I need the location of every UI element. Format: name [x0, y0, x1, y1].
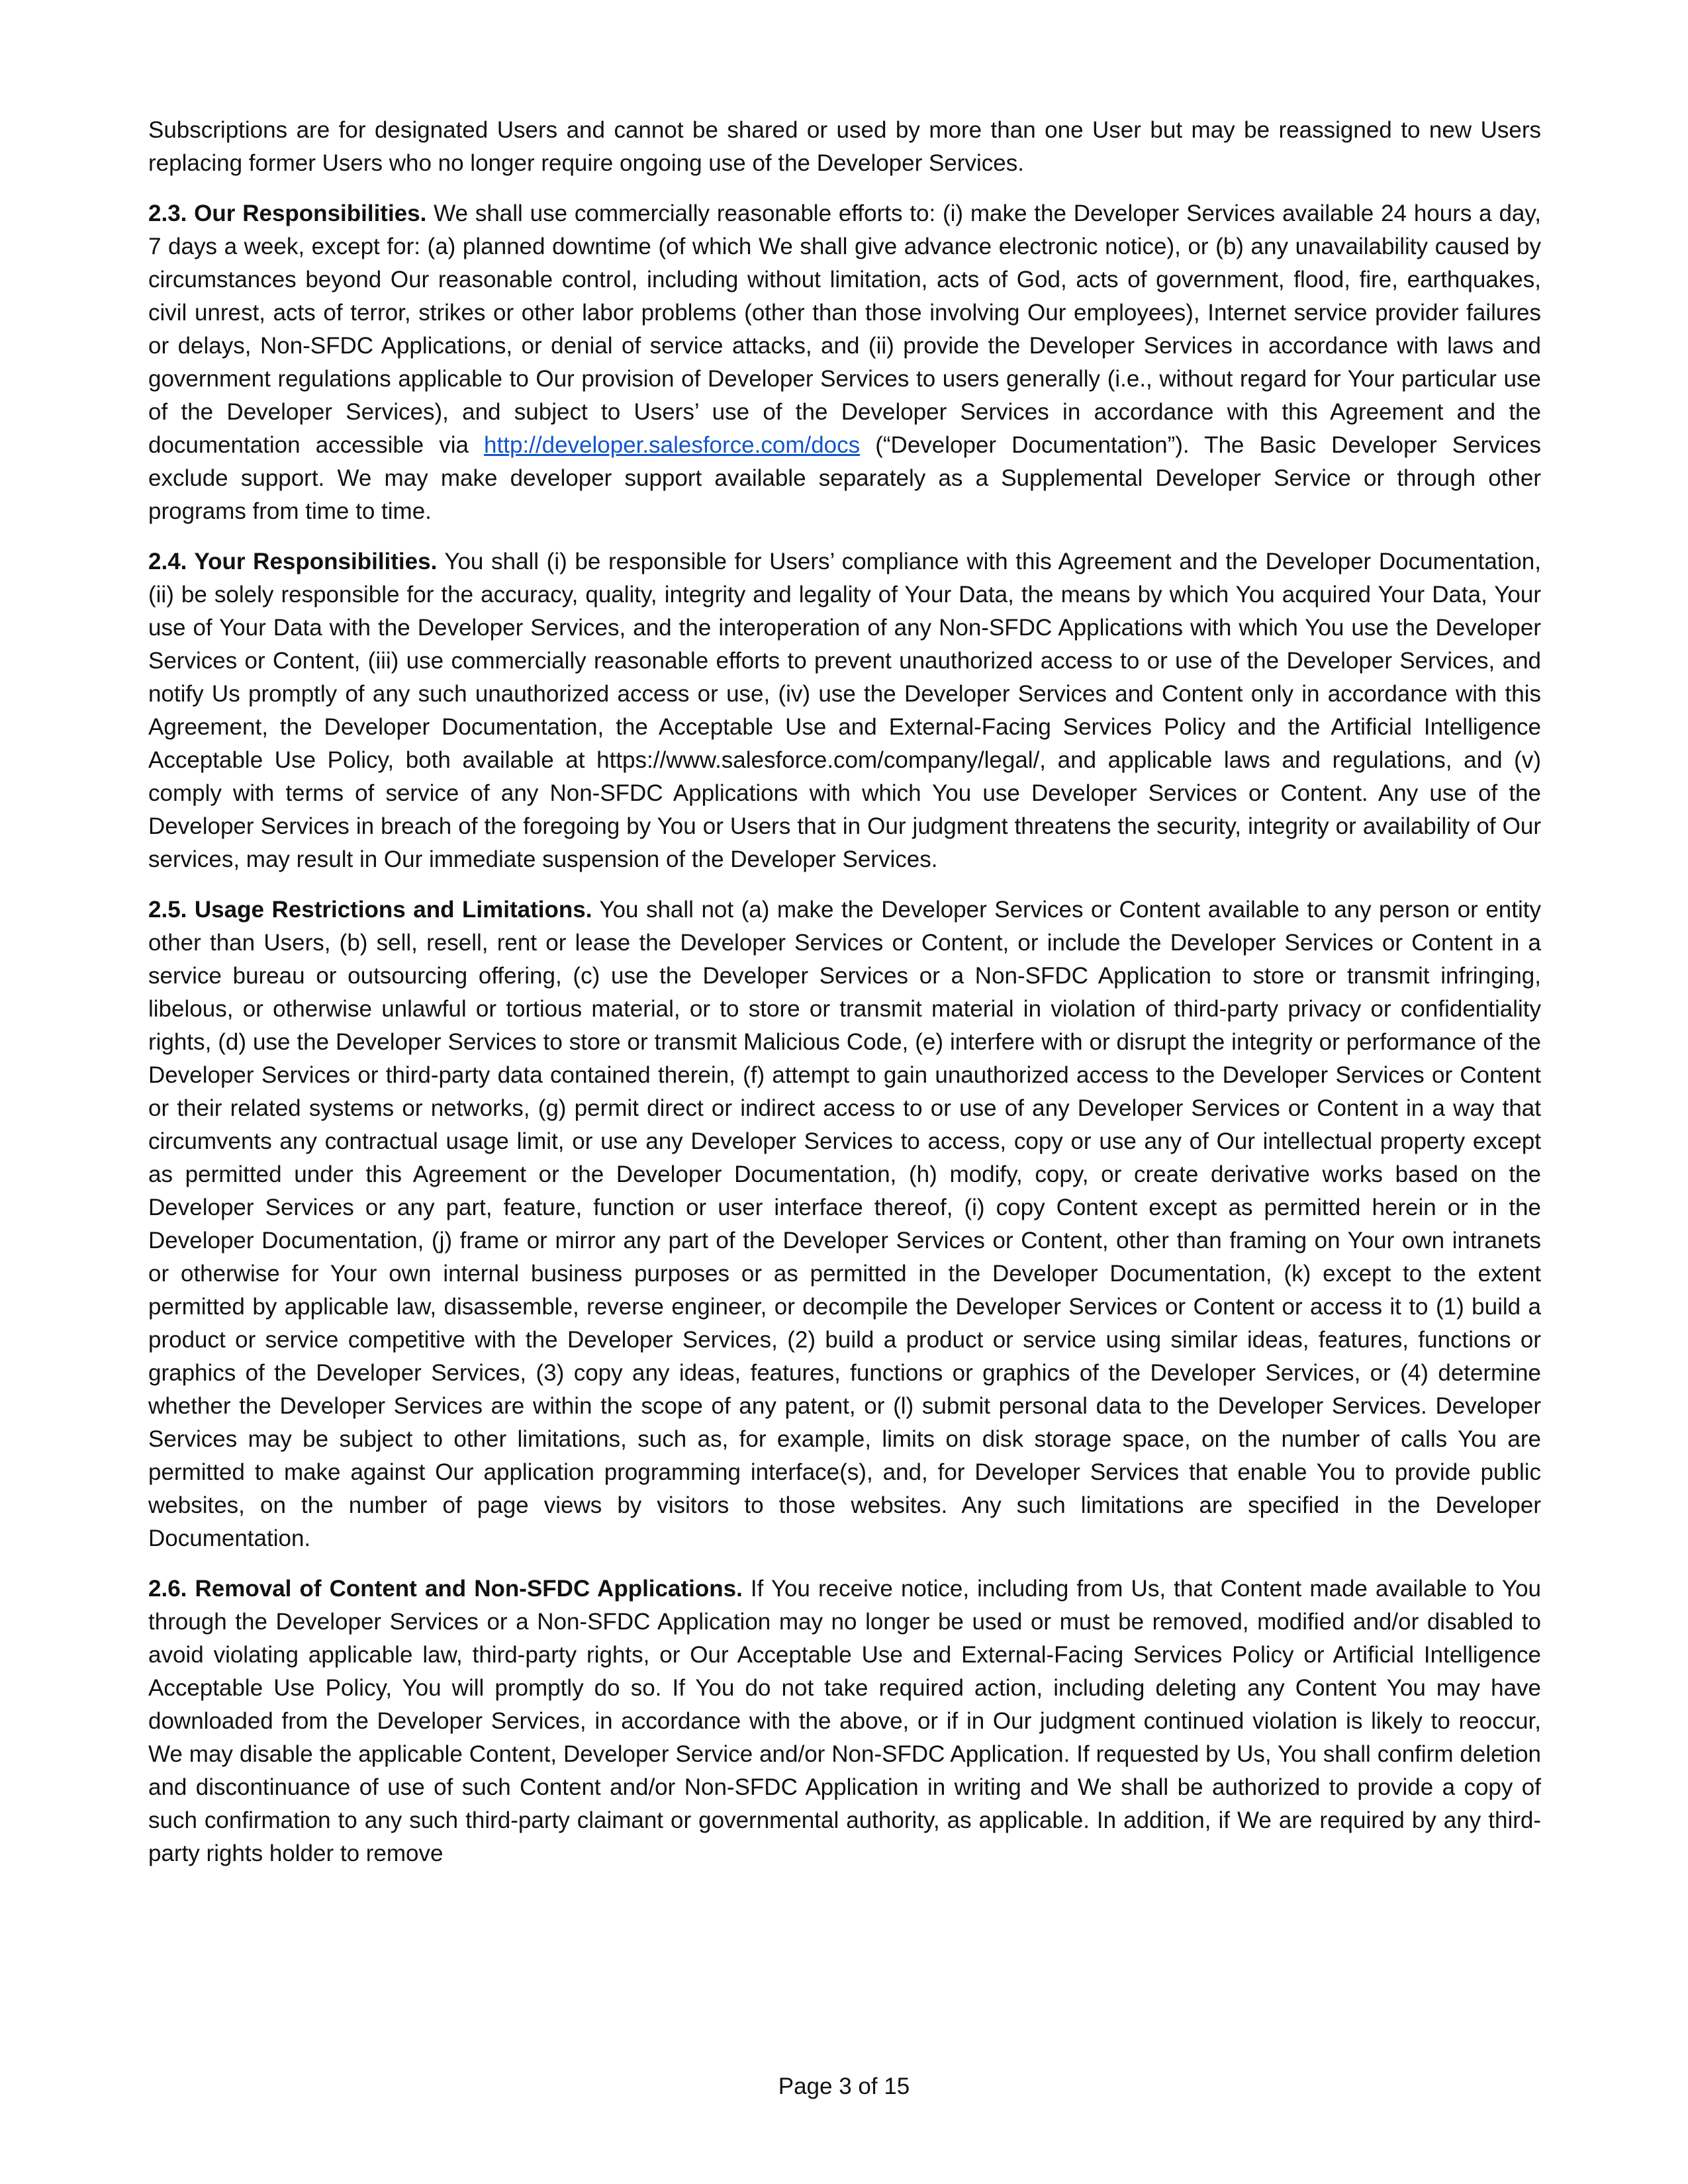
section-text: You shall (i) be responsible for Users’ compliance with this Agreement and the Developer Documentation, (ii) be solely responsible for the accuracy, quality, integrity and legality of Your Data, the means by which You acquired Your Data, Your use of Your Data with the Developer Services, and the interoperation of any Non-SFDC Applications with which You use the Developer Services or Content, (iii) use commercially reasonable efforts to prevent unauthorized access to or use of the Developer Services, and notify Us promptly of any such unauthorized access or use, (iv) use the Developer Services and Content only in accordance with this Agreement, the Developer Documentation, the Acceptable Use and External-Facing Services Policy and the Artificial Intelligence Acceptable Use Policy, both available at https://www.salesforce.com/company/legal/, and applicable laws and regulations, and (v) comply with terms of service of any Non-SFDC Applications with which You use Developer Services or Content. Any use of the Developer Services in breach of the foregoing by You or Users that in Our judgment threatens the security, integrity or availability of Our services, may result in Our immediate suspension of the Developer Services. — [148, 549, 1541, 872]
section-heading: 2.5. Usage Restrictions and Limitations. — [148, 897, 592, 923]
section-text-continued: (“Developer Documentation”). The Basic Developer Services exclude support. We may make developer support available separately as a Supplemental Developer Service or through other programs from time to time. — [148, 432, 1541, 524]
section-heading: 2.3. Our Responsibilities. — [148, 201, 427, 226]
document-page — [148, 114, 1541, 1888]
developer-docs-link[interactable]: http://developer.salesforce.com/docs — [484, 432, 861, 458]
page-footer — [0, 2070, 1688, 2103]
page-number: Page 3 of 15 — [778, 2073, 910, 2099]
section-text: You shall not (a) make the Developer Services or Content available to any person or entity other than Users, (b) sell, resell, rent or lease the Developer Services or Content, or include the Developer Services or Content in a service bureau or outsourcing offering, (c) use the Developer Services or a Non-SFDC Application to store or transmit infringing, libelous, or otherwise unlawful or tortious material, or to store or transmit material in violation of third-party privacy or confidentiality rights, (d) use the Developer Services to store or transmit Malicious Code, (e) interfere with or disrupt the integrity or performance of the Developer Services or third-party data contained therein, (f) attempt to gain unauthorized access to the Developer Services or Content or their related systems or networks, (g) permit direct or indirect access to or use of any Developer Services or Content in a way that circumvents any contractual usage limit, or use any Developer Services to access, copy or use any of Our intellectual property except as permitted under this Agreement or the Developer Documentation, (h) modify, copy, or create derivative works based on the Developer Services or any part, feature, function or user interface thereof, (i) copy Content except as permitted herein or in the Developer Documentation, (j) frame or mirror any part of the Developer Services or Content, other than framing on Your own intranets or otherwise for Your own internal business purposes or as permitted in the Developer Documentation, (k) except to the extent permitted by applicable law, disassemble, reverse engineer, or decompile the Developer Services or Content or access it to (1) build a product or service competitive with the Developer Services, (2) build a product or service using similar ideas, features, functions or graphics of the Developer Services, (3) copy any ideas, features, functions or graphics of the Developer Services, or (4) determine whether the Developer Services are within the scope of any patent, or (l) submit personal data to the Developer Services. Developer Services may be subject to other limitations, such as, for example, limits on disk storage space, on the number of calls You are permitted to make against Our application programming interface(s), and, for Developer Services that enable You to provide public websites, on the number of page views by visitors to those websites. Any such limitations are specified in the Developer Documentation. — [148, 897, 1541, 1551]
section-heading: 2.6. Removal of Content and Non-SFDC Applications. — [148, 1576, 743, 1602]
paragraph-text: Subscriptions are for designated Users and cannot be shared or used by more than one User but may be reassigned to new Users replacing former Users who no longer require ongoing use of the Developer Services. — [148, 117, 1541, 176]
section-2-5-usage-restrictions — [148, 893, 1541, 1555]
section-2-4-your-responsibilities — [148, 545, 1541, 876]
paragraph-subscriptions — [148, 114, 1541, 180]
section-heading: 2.4. Your Responsibilities. — [148, 549, 438, 574]
section-text: We shall use commercially reasonable efforts to: (i) make the Developer Services available 24 hours a day, 7 days a week, except for: (a) planned downtime (of which We shall give advance electronic notice), or (b) any unavailability caused by circumstances beyond Our reasonable control, including without limitation, acts of God, acts of government, flood, fire, earthquakes, civil unrest, acts of terror, strikes or other labor problems (other than those involving Our employees), Internet service provider failures or delays, Non-SFDC Applications, or denial of service attacks, and (ii) provide the Developer Services in accordance with laws and government regulations applicable to Our provision of Developer Services to users generally (i.e., without regard for Your particular use of the Developer Services), and subject to Users’ use of the Developer Services in accordance with this Agreement and the documentation accessible via — [148, 201, 1542, 458]
section-text: If You receive notice, including from Us, that Content made available to You through the Developer Services or a Non-SFDC Application may no longer be used or must be removed, modified and/or disabled to avoid violating applicable law, third-party rights, or Our Acceptable Use and External-Facing Services Policy or Artificial Intelligence Acceptable Use Policy, You will promptly do so. If You do not take required action, including deleting any Content You may have downloaded from the Developer Services, in accordance with the above, or if in Our judgment continued violation is likely to reoccur, We may disable the applicable Content, Developer Service and/or Non-SFDC Application. If requested by Us, You shall confirm deletion and discontinuance of use of such Content and/or Non-SFDC Application in writing and We shall be authorized to provide a copy of such confirmation to any such third-party claimant or governmental authority, as applicable. In addition, if We are required by any third-party rights holder to remove — [148, 1576, 1541, 1866]
section-2-6-removal-of-content — [148, 1572, 1541, 1870]
section-2-3-our-responsibilities — [148, 197, 1541, 528]
